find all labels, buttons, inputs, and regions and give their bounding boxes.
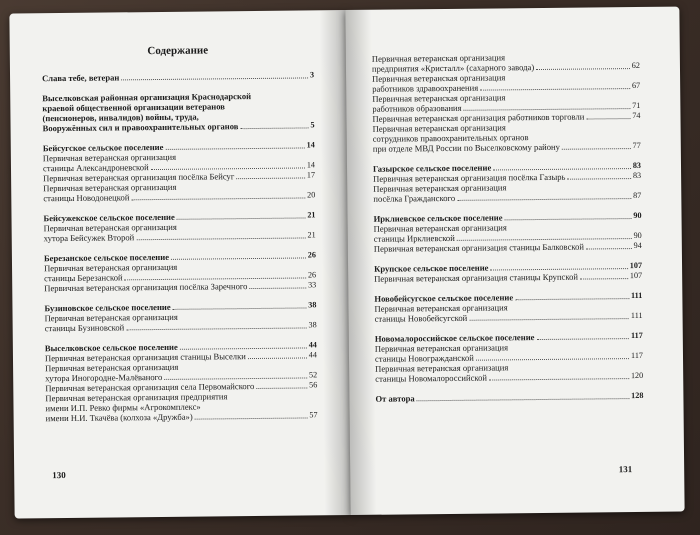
page-ref: 14 xyxy=(306,140,315,150)
leader-dots xyxy=(490,268,627,270)
leader-dots xyxy=(580,278,628,280)
leader-dots xyxy=(493,168,631,170)
leader-dots xyxy=(151,167,305,170)
toc-entry-text: Первичная ветеранская организация xyxy=(43,261,178,274)
leader-dots xyxy=(536,68,630,70)
entry-text: Первичная ветеранская организация станицы Крупской xyxy=(374,271,579,284)
page-ref: 38 xyxy=(308,300,317,310)
entry-text: Первичная ветеранская организация села Первомайского xyxy=(45,381,255,394)
page-ref: 14 xyxy=(306,160,316,170)
section-heading-text: Ирклиевское сельское поселение xyxy=(373,212,503,224)
page-ref: 44 xyxy=(308,340,317,350)
leader-dots xyxy=(476,358,629,361)
leader-dots xyxy=(256,387,307,389)
entry-text: станицы Александроневской xyxy=(42,162,149,174)
entry-text: работников здравоохранения xyxy=(372,82,479,94)
leader-dots xyxy=(236,177,305,179)
toc-entry-text: Первичная ветеранская организация xyxy=(373,222,507,234)
leader-dots xyxy=(248,357,307,359)
section-heading-text: Газырское сельское поселение xyxy=(372,162,492,174)
leader-dots xyxy=(489,378,629,380)
leader-dots xyxy=(562,148,631,150)
page-ref: 111 xyxy=(630,290,643,301)
page-ref: 52 xyxy=(308,370,318,380)
entry-text: станицы Новодонецкой xyxy=(43,192,130,204)
page-ref: 128 xyxy=(631,390,644,401)
entry-text: Первичная ветеранская организация станицы Балковской xyxy=(373,241,585,254)
section-heading-text: Новобейсугское сельское поселение xyxy=(374,292,514,304)
page-ref: 94 xyxy=(633,240,642,251)
entry-text: хутора Бейсужек Второй xyxy=(43,232,135,244)
entry-text: имени Н.И. Ткачёва (колхоза «Дружба») xyxy=(45,411,193,424)
section-heading-text: Выселковское сельское поселение xyxy=(44,341,178,354)
leader-dots xyxy=(505,218,632,220)
entry-text: имени И.П. Ревко фирмы «Агрокомплекс» xyxy=(45,401,201,414)
section-heading-text: Крупское сельское поселение xyxy=(374,262,489,274)
page-ref: 20 xyxy=(307,190,316,200)
entry-text: станицы Ирклиевской xyxy=(373,232,455,244)
page-ref: 74 xyxy=(632,110,641,121)
toc-entry-text: Первичная ветеранская организация xyxy=(375,362,509,374)
entry-text: посёлка Гражданского xyxy=(373,192,456,204)
entry-text: Первичная ветеранская организация посёлка Газырь xyxy=(373,171,566,184)
leader-dots xyxy=(567,178,630,180)
page-ref: 117 xyxy=(630,330,643,341)
toc-title: Содержание xyxy=(147,44,209,58)
left-toc xyxy=(42,44,318,423)
leader-dots xyxy=(536,338,629,340)
page-ref: 107 xyxy=(629,260,643,271)
page-number-right: 131 xyxy=(618,464,633,475)
page-ref: 83 xyxy=(632,160,642,171)
page-ref: 107 xyxy=(629,270,643,281)
right-toc xyxy=(372,51,644,404)
toc-entry xyxy=(46,410,318,423)
entry-text: Первичная ветеранская организация посёлка Заречного xyxy=(44,281,248,294)
toc-entry-text: Выселковская районная организация Краснодарской xyxy=(42,91,252,104)
page-ref: 21 xyxy=(307,230,316,240)
toc-entry-text: Первичная ветеранская организация xyxy=(44,311,178,324)
page-ref: 62 xyxy=(631,60,640,71)
toc-section-heading xyxy=(375,391,643,404)
leader-dots xyxy=(180,347,307,349)
leader-dots xyxy=(586,118,630,119)
page-ref: 90 xyxy=(633,230,642,241)
entry-text: станицы Березанской xyxy=(44,272,123,284)
section-heading-text: Бейсугское сельское поселение xyxy=(42,141,164,154)
section-heading-text: От автора xyxy=(375,393,415,404)
page-ref: 17 xyxy=(306,170,316,180)
toc-entry-text: Первичная ветеранская организация xyxy=(45,361,179,374)
right-page xyxy=(345,7,684,515)
page-ref: 77 xyxy=(632,140,641,151)
toc-entry-text: сотрудников правоохранительных органов xyxy=(372,132,529,144)
section-heading-text: Вооружённых сил и правоохранительных органов xyxy=(42,121,239,134)
page-ref: 5 xyxy=(310,120,315,130)
entry-text: хутора Иногородне-Малёваного xyxy=(45,371,163,384)
page-ref: 83 xyxy=(632,170,642,181)
open-book xyxy=(9,6,690,518)
section-heading-text: Березанское сельское поселение xyxy=(43,251,170,264)
entry-text: станицы Новобейсугской xyxy=(374,312,468,324)
page-ref: 33 xyxy=(307,280,317,290)
page-ref: 120 xyxy=(630,370,644,381)
leader-dots xyxy=(515,298,629,300)
page-ref: 87 xyxy=(633,190,642,201)
leader-dots xyxy=(586,248,632,249)
entry-text: станицы Новомалороссийской xyxy=(375,372,488,384)
section-heading-text: Новомалороссийское сельское поселение xyxy=(374,332,535,344)
leader-dots xyxy=(480,88,630,91)
left-page xyxy=(9,10,350,518)
toc-entry-text: Первичная ветеранская организация xyxy=(374,342,509,354)
page-ref: 67 xyxy=(631,80,641,91)
section-heading-text: Бузиновское сельское поселение xyxy=(44,301,171,314)
page-ref: 56 xyxy=(309,380,318,390)
entry-text: предприятия «Кристалл» (сахарного завода) xyxy=(371,62,535,74)
toc-entry-text: Первичная ветеранская организация xyxy=(372,122,506,134)
toc-entry-text: Первичная ветеранская организация xyxy=(42,151,177,164)
leader-dots xyxy=(417,398,629,401)
leader-dots xyxy=(164,377,307,379)
toc-entry-text: Первичная ветеранская организация xyxy=(373,182,507,194)
section-heading-text: Бейсужекское сельское поселение xyxy=(43,211,175,224)
leader-dots xyxy=(240,127,308,129)
page-ref: 111 xyxy=(630,310,643,321)
page-ref: 38 xyxy=(308,320,317,330)
page-ref: 90 xyxy=(633,210,642,221)
leader-dots xyxy=(195,417,308,419)
entry-text: работников образования xyxy=(372,102,462,114)
toc-entry-text: Первичная ветеранская организация xyxy=(372,92,506,104)
page-ref: 26 xyxy=(307,250,316,260)
toc-entry-text: Первичная ветеранская организация предприятия xyxy=(45,391,228,404)
toc-entry-text: Первичная ветеранская организация xyxy=(43,221,177,234)
toc-entry-text: Первичная ветеранская организация xyxy=(374,302,508,314)
toc-entry-text: Первичная ветеранская организация xyxy=(372,72,506,84)
section-heading-text: Слава тебе, ветеран xyxy=(42,72,120,84)
toc-entry-text: краевой общественной организации ветеранов xyxy=(42,101,225,114)
entry-text: Первичная ветеранская организация станицы Выселки xyxy=(44,351,246,364)
page-ref: 117 xyxy=(630,350,644,361)
entry-text: при отделе МВД России по Выселковскому району xyxy=(372,141,560,154)
entry-text: станицы Новогражданской xyxy=(374,352,474,364)
page-ref: 21 xyxy=(307,210,316,220)
page-ref: 71 xyxy=(632,100,641,111)
toc-entry-text: Первичная ветеранская организация xyxy=(371,52,506,64)
leader-dots xyxy=(171,257,306,259)
entry-text: станицы Бузиновской xyxy=(44,322,125,334)
leader-dots xyxy=(249,287,306,289)
page-number-left: 130 xyxy=(52,469,66,481)
entry-text: Первичная ветеранская организация посёлка Бейсуг xyxy=(43,171,235,184)
leader-dots xyxy=(177,217,306,219)
leader-dots xyxy=(173,307,307,309)
toc-entry-text: (пенсионеров, инвалидов) войны, труда, xyxy=(42,111,199,124)
leader-dots xyxy=(165,147,304,149)
page-ref: 26 xyxy=(307,270,317,280)
page-ref: 44 xyxy=(308,350,318,360)
toc-entry-text: Первичная ветеранская организация xyxy=(43,181,177,194)
entry-text: Первичная ветеранская организация работников торговли xyxy=(372,111,585,124)
page-ref: 3 xyxy=(309,70,315,80)
page-ref: 57 xyxy=(309,410,318,420)
